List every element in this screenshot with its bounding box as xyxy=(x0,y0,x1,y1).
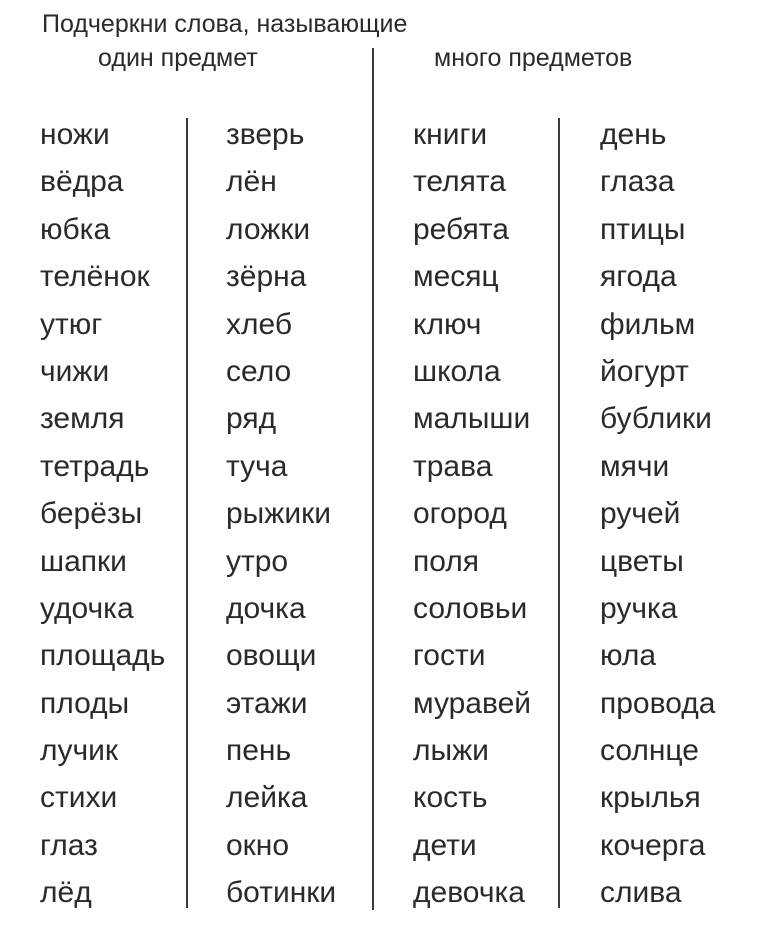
word[interactable]: утро xyxy=(226,544,289,578)
word[interactable]: солнце xyxy=(600,734,699,768)
word[interactable]: крылья xyxy=(600,781,701,815)
word[interactable]: огород xyxy=(413,497,507,531)
word[interactable]: земля xyxy=(40,402,125,436)
word[interactable]: провода xyxy=(600,686,716,720)
word[interactable]: лыжи xyxy=(413,734,489,768)
word[interactable]: малыши xyxy=(413,402,531,436)
word[interactable]: ножи xyxy=(40,118,110,151)
word-column-1 xyxy=(40,115,165,921)
word[interactable]: кость xyxy=(413,781,488,815)
word[interactable]: ребята xyxy=(413,212,509,246)
word[interactable]: мячи xyxy=(600,449,670,483)
word-column-2 xyxy=(226,115,336,921)
word[interactable]: птицы xyxy=(600,212,686,246)
word[interactable]: пень xyxy=(226,734,292,768)
word[interactable]: дочка xyxy=(226,591,306,625)
word[interactable]: лейка xyxy=(226,781,308,815)
word[interactable]: стихи xyxy=(40,781,118,815)
word[interactable]: хлеб xyxy=(226,307,293,341)
word[interactable]: день xyxy=(600,118,667,151)
word[interactable]: ботинки xyxy=(226,876,337,910)
word[interactable]: глаза xyxy=(600,165,675,199)
word-column-3 xyxy=(413,115,531,921)
word[interactable]: село xyxy=(226,354,292,388)
word[interactable]: площадь xyxy=(40,639,166,673)
word[interactable]: зёрна xyxy=(226,260,307,294)
word[interactable]: овощи xyxy=(226,639,317,673)
word[interactable]: месяц xyxy=(413,260,499,294)
word[interactable]: йогурт xyxy=(600,354,689,388)
word[interactable]: глаз xyxy=(40,828,98,862)
word[interactable]: берёзы xyxy=(40,497,143,531)
right-subtitle: много предметов xyxy=(434,44,633,72)
word[interactable]: слива xyxy=(600,876,682,910)
word[interactable]: поля xyxy=(413,544,480,578)
word[interactable]: чижи xyxy=(40,354,110,388)
word[interactable]: удочка xyxy=(40,591,134,625)
word[interactable]: этажи xyxy=(226,686,308,720)
word[interactable]: ложки xyxy=(226,212,311,246)
word[interactable]: телята xyxy=(413,165,506,199)
word[interactable]: лёд xyxy=(40,876,92,910)
word[interactable]: утюг xyxy=(40,307,103,341)
word[interactable]: соловьи xyxy=(413,591,528,625)
right-column-divider xyxy=(558,118,560,908)
word[interactable]: девочка xyxy=(413,876,525,910)
word[interactable]: тетрадь xyxy=(40,449,150,483)
left-subtitle: один предмет xyxy=(98,44,258,72)
word[interactable]: кочерга xyxy=(600,828,706,862)
word[interactable]: ручка xyxy=(600,591,678,625)
word[interactable]: лён xyxy=(226,165,277,199)
word[interactable]: гости xyxy=(413,639,486,673)
word[interactable]: дети xyxy=(413,828,477,862)
word[interactable]: плоды xyxy=(40,686,130,720)
word[interactable]: зверь xyxy=(226,118,305,151)
word[interactable]: телёнок xyxy=(40,260,150,294)
word[interactable]: ключ xyxy=(413,307,482,341)
word[interactable]: юбка xyxy=(40,212,111,246)
center-divider xyxy=(372,48,374,910)
word[interactable]: ряд xyxy=(226,402,277,436)
word[interactable]: лучик xyxy=(40,734,119,768)
word[interactable]: школа xyxy=(413,354,501,388)
word[interactable]: рыжики xyxy=(226,497,331,531)
word[interactable]: ручей xyxy=(600,497,681,531)
word[interactable]: книги xyxy=(413,118,488,151)
worksheet-title: Подчеркни слова, называющие xyxy=(42,10,408,38)
word[interactable]: окно xyxy=(226,828,290,862)
word[interactable]: цветы xyxy=(600,544,684,578)
word-column-4 xyxy=(600,115,715,921)
word[interactable]: фильм xyxy=(600,307,696,341)
word[interactable]: муравей xyxy=(413,686,532,720)
word[interactable]: трава xyxy=(413,449,493,483)
word[interactable]: ягода xyxy=(600,260,677,294)
word[interactable]: туча xyxy=(226,449,288,483)
word[interactable]: вёдра xyxy=(40,165,124,199)
word[interactable]: бублики xyxy=(600,402,712,436)
word[interactable]: юла xyxy=(600,639,657,673)
left-column-divider xyxy=(186,118,188,908)
word[interactable]: шапки xyxy=(40,544,127,578)
